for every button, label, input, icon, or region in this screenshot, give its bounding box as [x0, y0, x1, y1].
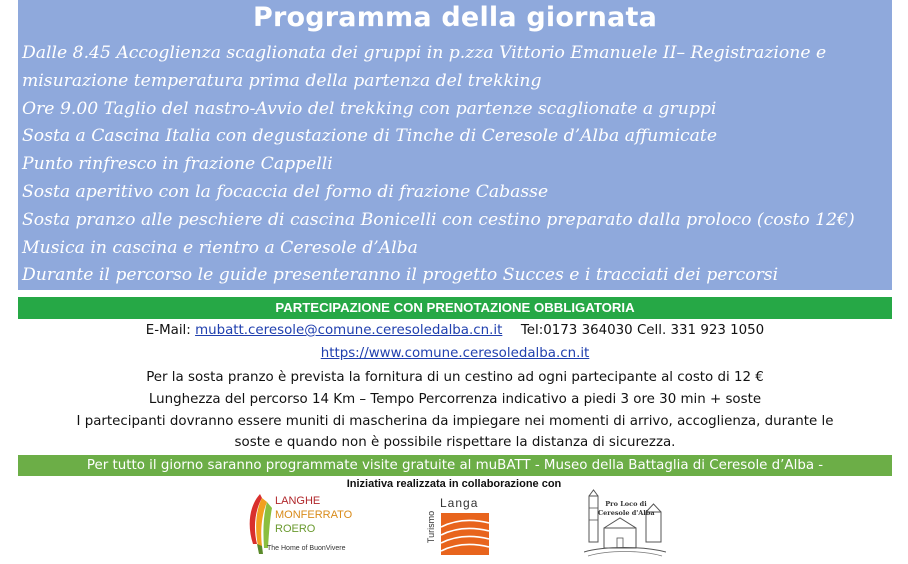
- mask-note-line1: I partecipanti dovranno essere muniti di mascherina da impiegare nei momenti di arrivo, accoglienza, durante le: [76, 414, 834, 429]
- turismo-langa-logo: [425, 496, 491, 558]
- proloco-logo-line2: Ceresole d'Alba: [598, 509, 655, 517]
- page-title: Programma della giornata: [253, 2, 657, 33]
- langhe-logo-tagline: The Home of BuonVivere: [267, 545, 346, 552]
- program-item: Dalle 8.45 Accoglienza scaglionata dei gruppi in p.zza Vittorio Emanuele II– Registrazione e: [22, 43, 827, 63]
- proloco-emblem-icon: [584, 488, 666, 560]
- website-line: [18, 343, 892, 364]
- collaboration-caption: Iniziativa realizzata in collaborazione con: [346, 478, 562, 490]
- booking-banner: PARTECIPAZIONE CON PRENOTAZIONE OBBLIGATORIA: [18, 297, 892, 319]
- langhe-logo-line3: ROERO: [275, 523, 316, 535]
- lunch-note: Per la sosta pranzo è prevista la fornitura di un cestino ad ogni partecipante al costo di 12 €: [146, 370, 764, 385]
- program-item: Sosta pranzo alle peschiere di cascina Bonicelli con cestino preparato dalla proloco (costo 12€): [22, 209, 855, 230]
- langhe-logo: [245, 492, 365, 558]
- program-item: Sosta a Cascina Italia con degustazione di Tinche di Ceresole d’Alba affumicate: [22, 126, 717, 147]
- mask-note-line2: soste e quando non è possibile rispettare la distanza di sicurezza.: [234, 435, 676, 450]
- proloco-logo-line1: Pro Loco di: [605, 500, 647, 508]
- contact-line: [18, 320, 892, 341]
- program-item: misurazione temperatura prima della partenza del trekking: [22, 70, 542, 91]
- turismo-logo-word1: Turismo: [426, 510, 436, 544]
- hills-icon: [441, 513, 489, 555]
- program-item: Ore 9.00 Taglio del nastro-Avvio del trekking con partenze scaglionate a gruppi: [22, 98, 717, 119]
- program-panel: [18, 0, 892, 290]
- phone-numbers: Tel:0173 364030 Cell. 331 923 1050: [520, 323, 765, 338]
- email-link[interactable]: mubatt.ceresole@comune.ceresoledalba.cn.it: [195, 323, 503, 338]
- program-item: Musica in cascina e rientro a Ceresole d’Alba: [22, 237, 418, 258]
- website-link[interactable]: https://www.comune.ceresoledalba.cn.it: [320, 346, 590, 361]
- program-item: Sosta aperitivo con la focaccia del forno di frazione Cabasse: [22, 181, 549, 202]
- proloco-logo: [584, 488, 666, 560]
- program-item: Durante il percorso le guide presenteranno il progetto Succes e i tracciati dei percorsi: [22, 265, 779, 286]
- museum-banner: Per tutto il giorno saranno programmate visite gratuite al muBATT - Museo della Battaglia di Ceresole d’Alba -: [18, 455, 892, 476]
- turismo-logo-word2: Langa: [440, 496, 479, 510]
- program-list: [22, 40, 855, 290]
- langhe-logo-line1: LANGHE: [275, 495, 321, 507]
- route-note: Lunghezza del percorso 14 Km – Tempo Percorrenza indicativo a piedi 3 ore 30 min + soste: [148, 392, 762, 407]
- langhe-logo-line2: MONFERRATO: [275, 509, 353, 521]
- email-label: E-Mail:: [145, 323, 191, 338]
- program-item: Punto rinfresco in frazione Cappelli: [22, 154, 333, 175]
